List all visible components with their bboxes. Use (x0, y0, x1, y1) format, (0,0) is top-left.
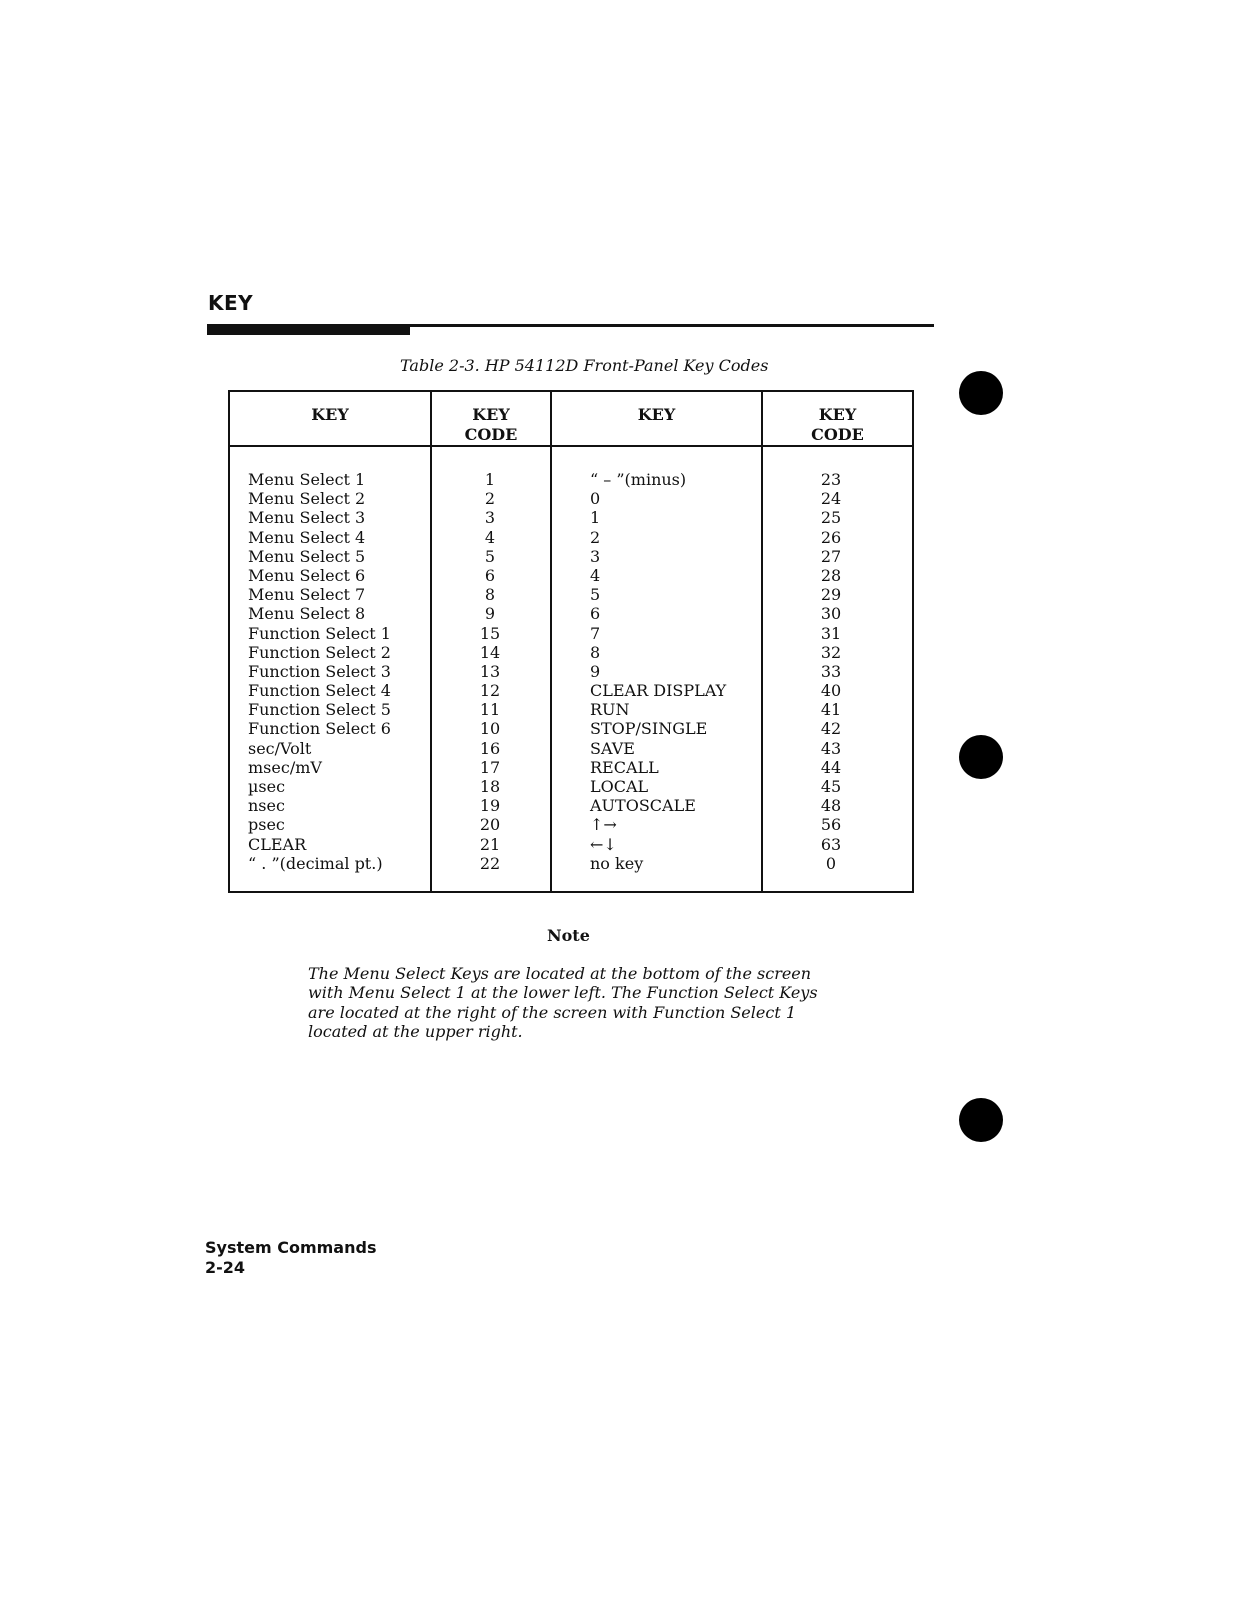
key-code-cell: 19 (479, 796, 501, 816)
key-name-cell: Menu Select 4 (248, 527, 366, 547)
key-name-cell: Menu Select 7 (248, 585, 366, 605)
key-name-cell: 0 (590, 489, 601, 509)
key-name-cell: SAVE (590, 738, 635, 758)
key-code-cell: 30 (820, 604, 842, 624)
key-code-cell: 29 (820, 585, 842, 605)
key-name-cell: ↑→ (590, 815, 617, 835)
key-name-cell: 5 (590, 585, 601, 605)
key-name-cell: RECALL (590, 757, 659, 777)
key-code-cell: 22 (479, 853, 501, 873)
key-code-cell: 0 (825, 853, 837, 873)
key-name-cell: Function Select 3 (248, 661, 391, 681)
binder-hole (959, 735, 1003, 779)
key-code-cell: 44 (820, 757, 842, 777)
key-name-cell: 8 (590, 642, 601, 662)
key-code-cell: 24 (820, 489, 842, 509)
key-code-cell: 40 (820, 681, 842, 701)
key-code-cell: 13 (479, 661, 501, 681)
key-code-cell: 9 (484, 604, 496, 624)
column-divider (761, 392, 763, 891)
key-code-cell: 25 (820, 508, 842, 528)
key-code-cell: 21 (479, 834, 501, 854)
key-name-cell: sec/Volt (248, 738, 312, 758)
header-divider (230, 445, 912, 447)
footer-title: System Commands (205, 1238, 377, 1257)
key-code-cell: 43 (820, 738, 842, 758)
key-name-cell: STOP/SINGLE (590, 719, 708, 739)
key-name-cell: AUTOSCALE (590, 796, 696, 816)
key-code-cell: 41 (820, 700, 842, 720)
key-name-cell: CLEAR (248, 834, 307, 854)
key-name-cell: psec (248, 815, 285, 835)
key-code-cell: 23 (820, 470, 842, 489)
key-code-cell: 17 (479, 757, 501, 777)
key-code-cell: 45 (820, 777, 842, 796)
header-rule-bar (207, 324, 410, 335)
key-name-cell: 3 (590, 546, 601, 566)
key-code-cell: 14 (479, 642, 501, 662)
key-name-cell: 9 (590, 661, 601, 681)
key-name-cell: 2 (590, 527, 601, 547)
key-code-cell: 48 (820, 796, 842, 816)
key-code-cell: 10 (479, 719, 501, 739)
key-name-cell: Function Select 4 (248, 681, 391, 701)
note-text: The Menu Select Keys are located at the bottom of the screen with Menu Select 1 at the lower left. The Function Select Keys are located at the right of the screen with Function Select 1 located at the upper right. (308, 964, 818, 1042)
key-code-cell: 8 (484, 585, 496, 605)
left-code-column (452, 470, 528, 873)
key-name-cell: LOCAL (590, 777, 649, 796)
key-name-cell: 7 (590, 623, 601, 643)
key-name-cell: no key (590, 853, 644, 873)
column-divider (550, 392, 552, 891)
key-code-cell: 32 (820, 642, 842, 662)
key-name-cell: 1 (590, 508, 601, 528)
key-name-cell: Function Select 2 (248, 642, 391, 662)
table-caption: Table 2-3. HP 54112D Front-Panel Key Codes (400, 356, 769, 375)
key-name-cell: 6 (590, 604, 601, 624)
binder-hole (959, 371, 1003, 415)
key-name-cell: µsec (248, 777, 286, 796)
key-code-cell: 5 (484, 546, 496, 566)
key-code-cell: 11 (479, 700, 501, 720)
key-code-cell: 1 (484, 470, 496, 489)
key-code-cell: 12 (479, 681, 501, 701)
key-name-cell: Menu Select 5 (248, 546, 366, 566)
binder-hole (959, 1098, 1003, 1142)
key-name-cell: 4 (590, 565, 601, 585)
key-name-cell: Menu Select 3 (248, 508, 366, 528)
right-code-column (793, 470, 869, 873)
key-code-cell: 31 (820, 623, 842, 643)
key-name-cell: “ . ”(decimal pt.) (248, 853, 383, 873)
key-code-cell: 42 (820, 719, 842, 739)
key-code-cell: 27 (820, 546, 842, 566)
key-code-cell: 6 (484, 565, 496, 585)
key-name-cell: Menu Select 1 (248, 470, 366, 489)
header-key-right: KEY (637, 405, 676, 424)
key-code-cell: 63 (820, 834, 842, 854)
key-code-cell: 20 (479, 815, 501, 835)
header-code-left: KEY CODE (464, 405, 518, 444)
key-name-cell: RUN (590, 700, 630, 720)
note-heading: Note (547, 926, 590, 945)
key-name-cell: ←↓ (590, 834, 617, 854)
key-name-cell: “ – ”(minus) (590, 470, 687, 489)
key-code-cell: 3 (484, 508, 496, 528)
key-name-cell: Menu Select 6 (248, 565, 366, 585)
section-title: KEY (208, 291, 254, 315)
key-code-cell: 4 (484, 527, 496, 547)
key-name-cell: msec/mV (248, 757, 322, 777)
header-code-right: KEY CODE (811, 405, 864, 444)
key-code-cell: 56 (820, 815, 842, 835)
key-code-cell: 2 (484, 489, 496, 509)
key-name-cell: Function Select 6 (248, 719, 391, 739)
key-code-cell: 28 (820, 565, 842, 585)
key-code-cell: 16 (479, 738, 501, 758)
page-number: 2-24 (205, 1258, 246, 1277)
key-code-cell: 26 (820, 527, 842, 547)
key-code-cell: 15 (479, 623, 501, 643)
left-key-column (248, 470, 428, 873)
key-name-cell: Menu Select 8 (248, 604, 366, 624)
key-name-cell: CLEAR DISPLAY (590, 681, 727, 701)
header-key-left: KEY (311, 405, 349, 424)
column-divider (430, 392, 432, 891)
right-key-column (590, 470, 760, 873)
key-name-cell: Menu Select 2 (248, 489, 366, 509)
key-code-cell: 33 (820, 661, 842, 681)
key-code-table (228, 390, 914, 893)
key-code-cell: 18 (479, 777, 501, 796)
key-name-cell: Function Select 1 (248, 623, 391, 643)
key-name-cell: Function Select 5 (248, 700, 391, 720)
key-name-cell: nsec (248, 796, 285, 816)
